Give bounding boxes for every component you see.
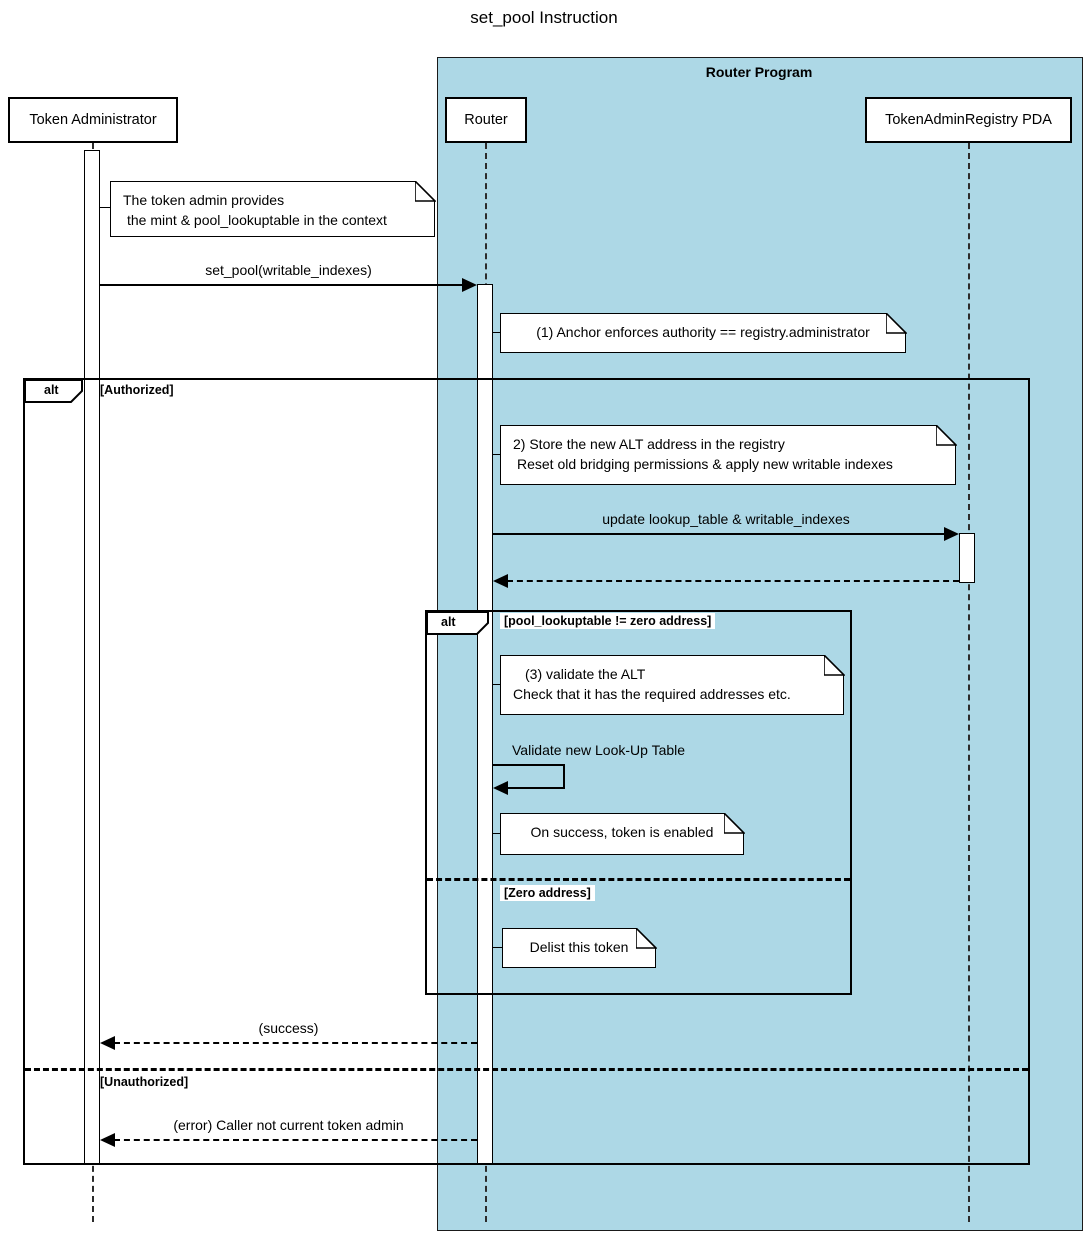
note-validate-line1: (3) validate the ALT	[525, 666, 646, 682]
note-validate-connector	[493, 684, 500, 685]
message-error-line	[114, 1139, 477, 1141]
note-enabled-line1: On success, token is enabled	[530, 824, 714, 840]
message-error-arrowhead-icon	[100, 1133, 115, 1147]
participant-router-label: Router	[464, 112, 508, 128]
note-store-line2: Reset old bridging permissions & apply new writable indexes	[517, 456, 893, 472]
alt-inner-guard-zero: [Zero address]	[500, 885, 595, 901]
message-success-label: (success)	[258, 1020, 319, 1036]
alt-inner-operator-pentagon	[426, 611, 490, 635]
alt-inner-operator-label: alt	[441, 615, 456, 629]
note-fold-icon	[724, 813, 745, 834]
message-success-line	[114, 1042, 477, 1044]
message-update-arrowhead-icon	[944, 527, 959, 541]
message-validate-line-top	[493, 764, 565, 766]
note-validate	[500, 655, 844, 715]
note-validate-line2: Check that it has the required addresses etc.	[513, 686, 791, 702]
note-delist-connector	[493, 947, 502, 948]
alt-outer-operator-label: alt	[44, 383, 59, 397]
message-return-arrowhead-icon	[493, 574, 508, 588]
note-delist	[502, 928, 656, 968]
note-anchor-line1: (1) Anchor enforces authority == registry.administrator	[536, 324, 870, 340]
note-enabled-connector	[493, 833, 500, 834]
message-success-arrowhead-icon	[100, 1036, 115, 1050]
participant-tokenadminregistry-pda	[865, 97, 1072, 143]
note-store-connector	[493, 454, 500, 455]
alt-outer-guard-unauthorized: [Unauthorized]	[100, 1075, 189, 1089]
participant-tokenadminregistry-pda-label: TokenAdminRegistry PDA	[885, 112, 1052, 128]
message-set-pool-line	[100, 284, 463, 286]
note-fold-icon	[936, 425, 957, 446]
note-fold-icon	[886, 313, 907, 334]
note-anchor-connector	[493, 332, 500, 333]
message-update-line	[493, 533, 945, 535]
message-update-label: update lookup_table & writable_indexes	[602, 511, 850, 527]
note-context-line1: The token admin provides	[123, 192, 285, 208]
note-fold-icon	[415, 181, 436, 202]
message-set-pool-arrowhead-icon	[462, 278, 477, 292]
message-validate-line-bottom	[506, 787, 565, 789]
router-program-frame-title: Router Program	[705, 64, 813, 80]
note-fold-icon	[824, 655, 845, 676]
note-anchor	[500, 313, 906, 353]
note-delist-line1: Delist this token	[529, 939, 629, 955]
participant-token-administrator	[8, 97, 178, 143]
note-fold-icon	[636, 928, 657, 949]
alt-inner-divider	[427, 878, 850, 881]
note-store-line1: 2) Store the new ALT address in the registry	[513, 436, 785, 452]
note-context-connector	[100, 207, 110, 208]
alt-outer-divider	[25, 1068, 1028, 1071]
message-return-line	[507, 580, 959, 582]
note-context	[110, 181, 435, 237]
message-validate-arrowhead-icon	[493, 781, 508, 795]
participant-router	[445, 97, 527, 143]
diagram-title: set_pool Instruction	[470, 8, 618, 27]
note-enabled	[500, 813, 744, 855]
message-set-pool-label: set_pool(writable_indexes)	[205, 262, 372, 278]
participant-token-administrator-label: Token Administrator	[29, 112, 157, 128]
note-store	[500, 425, 956, 485]
alt-inner-guard-nonzero: [pool_lookuptable != zero address]	[500, 613, 715, 629]
message-error-label: (error) Caller not current token admin	[173, 1117, 404, 1133]
note-context-line2: the mint & pool_lookuptable in the context	[127, 212, 387, 228]
alt-outer-guard-authorized: [Authorized]	[100, 383, 174, 397]
message-validate-label: Validate new Look-Up Table	[512, 742, 686, 758]
message-validate-line-right	[563, 764, 565, 789]
